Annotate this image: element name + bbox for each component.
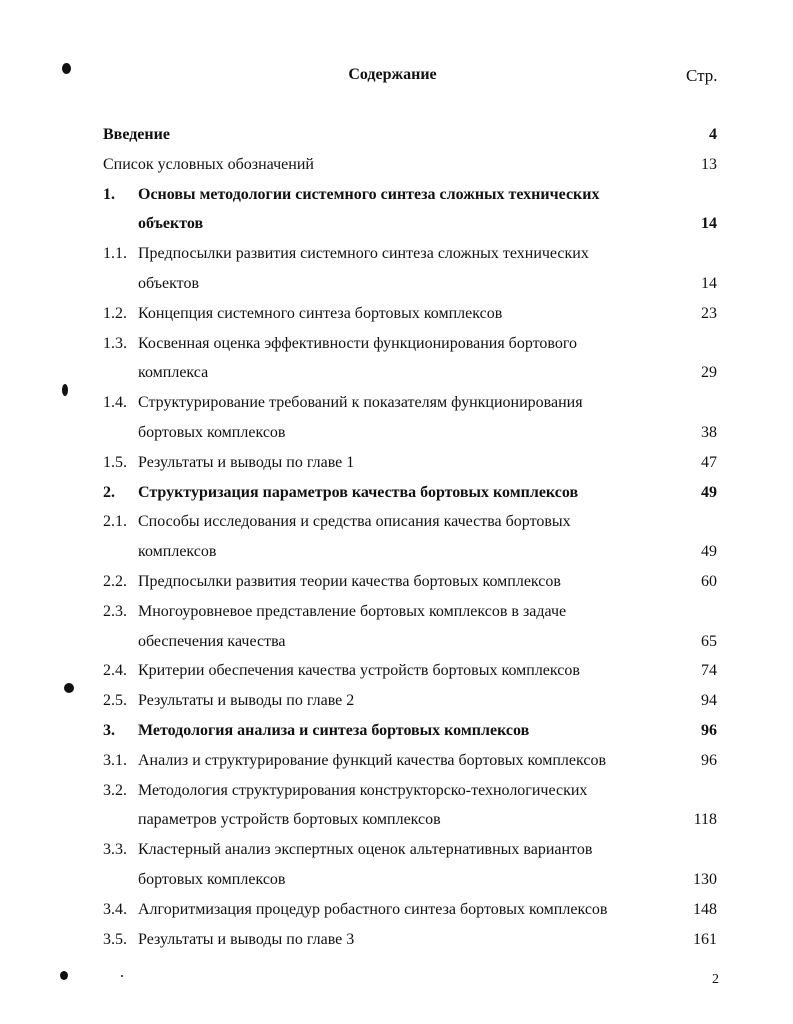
toc-number: 1.3. [103, 334, 127, 352]
toc-number: 3.1. [103, 751, 127, 769]
toc-line [100, 358, 730, 388]
toc-line [100, 209, 730, 239]
toc-line [100, 537, 730, 567]
toc-page-number: 65 [701, 632, 717, 650]
toc-line [100, 507, 730, 537]
toc-line [100, 865, 730, 895]
toc-page-number: 96 [701, 721, 717, 739]
toc-title: комплекса [138, 364, 209, 382]
page-number: 2 [712, 972, 719, 987]
toc-line [100, 925, 730, 955]
toc-page-number: 148 [693, 900, 717, 918]
toc-page-number: 14 [701, 215, 717, 233]
toc-line [100, 239, 730, 269]
toc-page-number: 60 [701, 572, 717, 590]
toc-title: бортовых комплексов [138, 870, 286, 888]
toc-title: Предпосылки развития системного синтеза сложных технических [138, 245, 589, 263]
toc-number: 1.2. [103, 304, 127, 322]
toc-page-number: 94 [701, 692, 717, 710]
toc-line [100, 776, 730, 806]
toc-page-number: 96 [701, 751, 717, 769]
toc-title: Косвенная оценка эффективности функционирования бортового [138, 334, 577, 352]
toc-number: 2. [103, 483, 115, 501]
toc-title: Предпосылки развития теории качества бортовых комплексов [138, 572, 561, 590]
toc-page-number: 161 [693, 930, 717, 948]
toc-title: обеспечения качества [138, 632, 286, 650]
toc-title: Структуризация параметров качества бортовых комплексов [138, 483, 579, 501]
toc-number: 2.4. [103, 662, 127, 680]
toc-number: 3. [103, 721, 115, 739]
toc-number: 2.2. [103, 572, 127, 590]
toc-line [100, 746, 730, 776]
toc-title: объектов [138, 215, 204, 233]
toc-title: Результаты и выводы по главе 2 [138, 692, 355, 710]
toc-title: Структурирование требований к показателям функционирования [138, 394, 583, 412]
toc-page-number: 29 [701, 364, 717, 382]
toc-number: 2.1. [103, 513, 127, 531]
toc-page-number: 38 [701, 423, 717, 441]
toc-title: объектов [138, 274, 200, 292]
toc-title: Алгоритмизация процедур робастного синтеза бортовых комплексов [138, 900, 608, 918]
toc-title: Результаты и выводы по главе 1 [138, 453, 355, 471]
page-column-label: Стр. [686, 66, 718, 85]
toc-title: Кластерный анализ экспертных оценок альтернативных вариантов [138, 841, 593, 859]
scan-mark-dot [121, 975, 123, 977]
toc-page-number: 4 [709, 126, 717, 143]
toc-number: 1.1. [103, 245, 127, 263]
scan-mark-dot [62, 384, 68, 396]
toc-title: Результаты и выводы по главе 3 [138, 930, 355, 948]
toc-line [100, 835, 730, 865]
toc-title: Многоуровневое представление бортовых комплексов в задаче [138, 602, 567, 620]
toc-number: 3.5. [103, 930, 127, 948]
toc-line [100, 180, 730, 210]
toc-line [100, 478, 730, 508]
toc-line [100, 597, 730, 627]
toc-page-number: 23 [701, 304, 717, 322]
toc-line [100, 567, 730, 597]
toc-number: 3.4. [103, 900, 127, 918]
toc-page-number: 118 [693, 811, 717, 829]
toc-line [100, 418, 730, 448]
toc-title: Критерии обеспечения качества устройств бортовых комплексов [138, 662, 580, 680]
toc-line [100, 388, 730, 418]
toc-page-number: 14 [701, 274, 717, 292]
toc-line [100, 120, 730, 150]
toc-title: Основы методологии системного синтеза сложных технических [138, 185, 600, 203]
toc-title: комплексов [138, 543, 217, 561]
toc-title: Методология анализа и синтеза бортовых комплексов [138, 721, 530, 739]
toc-line [100, 299, 730, 329]
toc-page-number: 74 [701, 662, 717, 680]
toc-line [100, 329, 730, 359]
toc-title: бортовых комплексов [138, 423, 286, 441]
toc-number: 3.3. [103, 841, 127, 859]
scan-mark-dot [62, 63, 71, 74]
toc-number: 2.3. [103, 602, 127, 620]
page-title: Содержание [348, 66, 437, 83]
toc-title: параметров устройств бортовых комплексов [138, 811, 441, 829]
toc-number: 3.2. [103, 781, 127, 799]
toc-page-number: 130 [693, 870, 717, 888]
toc-line [100, 150, 730, 180]
toc-title: Список условных обозначений [103, 155, 314, 173]
toc-page-number: 49 [701, 543, 717, 561]
toc-page-number: 47 [701, 453, 717, 471]
table-of-contents [100, 120, 730, 954]
toc-title: Введение [103, 126, 170, 143]
scan-mark-dot [60, 971, 68, 980]
toc-number: 1. [103, 185, 115, 203]
toc-line [100, 448, 730, 478]
scan-mark-dot [64, 683, 74, 693]
toc-title: Способы исследования и средства описания качества бортовых [138, 513, 571, 531]
toc-line [100, 656, 730, 686]
toc-line [100, 805, 730, 835]
toc-title: Концепция системного синтеза бортовых комплексов [138, 304, 503, 322]
toc-title: Анализ и структурирование функций качества бортовых комплексов [138, 751, 606, 769]
toc-line [100, 716, 730, 746]
toc-number: 2.5. [103, 692, 127, 710]
toc-line [100, 686, 730, 716]
toc-line [100, 895, 730, 925]
toc-page-number: 13 [701, 155, 717, 173]
toc-page-number: 49 [701, 483, 717, 501]
toc-line [100, 269, 730, 299]
toc-number: 1.5. [103, 453, 127, 471]
toc-line [100, 627, 730, 657]
toc-number: 1.4. [103, 394, 127, 412]
toc-title: Методология структурирования конструкторско-технологических [138, 781, 588, 799]
